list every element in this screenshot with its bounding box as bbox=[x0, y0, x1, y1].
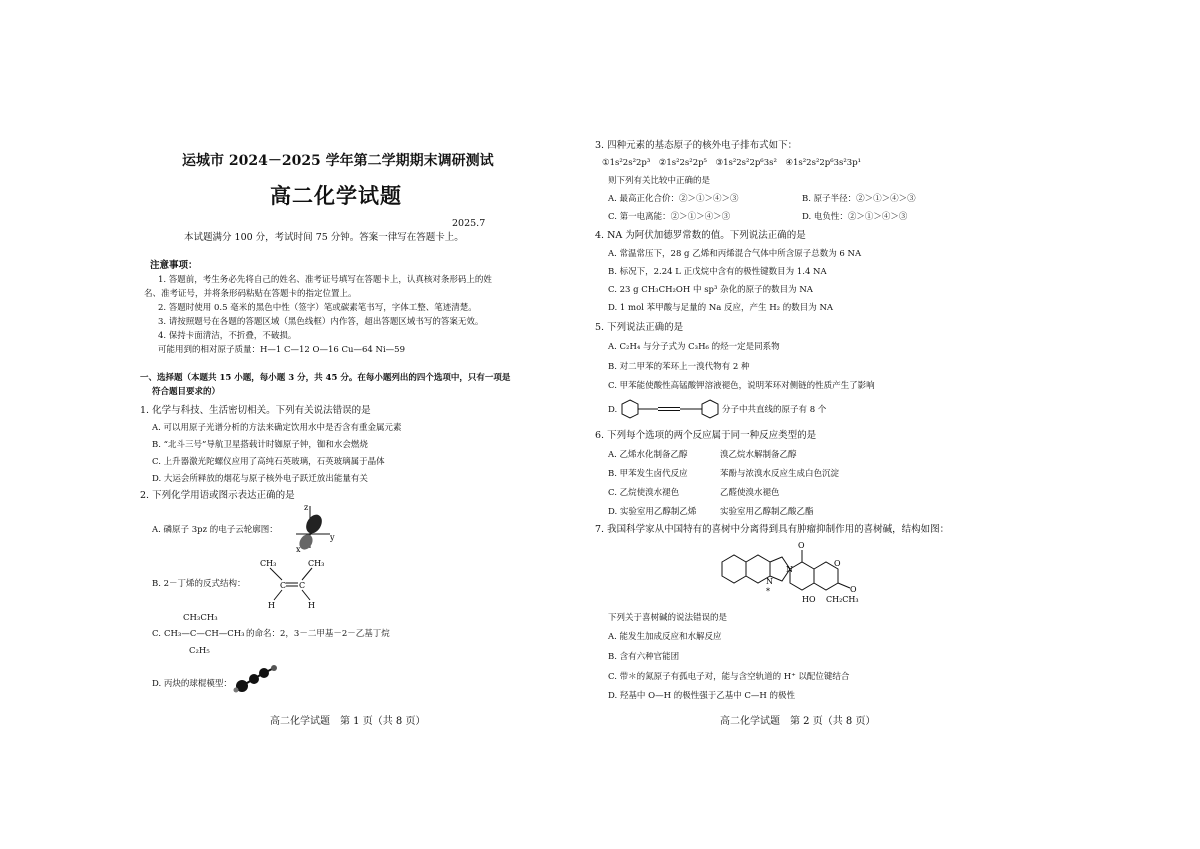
note-line: 1. 答题前，考生务必先将自己的姓名、准考证号填写在答题卡上，认真核对条形码上的姓 bbox=[158, 275, 492, 285]
question-4-stem: 4. NA 为阿伏加德罗常数的值。下列说法正确的是 bbox=[595, 230, 806, 241]
diphenylbutadiyne-structure bbox=[620, 398, 720, 420]
atom-label: O bbox=[798, 541, 805, 550]
option: 实验室用乙醇制乙酸乙酯 bbox=[720, 507, 814, 517]
structure-formula: CH₃—C—CH—CH₃ bbox=[164, 629, 245, 639]
section-heading: 一、选择题（本题共 15 小题，每小题 3 分，共 45 分。在每小题列出的四个选项中，只有一项是 bbox=[140, 373, 511, 383]
question-2-stem: 2. 下列化学用语或图示表达正确的是 bbox=[140, 490, 295, 501]
question-3-stem: 3. 四种元素的基态原子的核外电子排布式如下： bbox=[595, 140, 798, 151]
option: B. 含有六种官能团 bbox=[608, 652, 680, 662]
option: D. 实验室用乙醇制乙烯 bbox=[608, 507, 697, 517]
option: A. 最高正化合价：②＞①＞④＞③ bbox=[608, 194, 739, 204]
p-orbital-diagram bbox=[290, 504, 340, 554]
option: B. “北斗三号”导航卫星搭载计时铷原子钟，铷和水会燃烧 bbox=[152, 440, 368, 450]
subject-title: 高二化学试题 bbox=[270, 183, 402, 208]
option: A. 常温常压下，28 g 乙烯和丙烯混合气体中所含原子总数为 6 NA bbox=[608, 249, 862, 259]
atom-label: * bbox=[766, 587, 770, 596]
option: 苯酚与浓溴水反应生成白色沉淀 bbox=[720, 469, 840, 479]
structure-bottom-label: C₂H₅ bbox=[189, 646, 210, 656]
option: A. 磷原子 3pz 的电子云轮廓图： bbox=[152, 525, 278, 535]
note-line: 4. 保持卡面清洁，不折叠，不破损。 bbox=[158, 331, 297, 341]
option: C. 带＊的氮原子有孤电子对，能与含空轨道的 H⁺ 以配位键结合 bbox=[608, 672, 850, 682]
option: D. 丙炔的球棍模型： bbox=[152, 679, 232, 689]
option: B. 对二甲苯的苯环上一溴代物有 2 种 bbox=[608, 362, 750, 372]
option: A. C₂H₄ 与分子式为 C₃H₆ 的烃一定是同系物 bbox=[608, 342, 780, 352]
question-ask: 则下列有关比较中正确的是 bbox=[608, 176, 711, 186]
option: B. 原子半径：②＞①＞④＞③ bbox=[802, 194, 916, 204]
atom-label: N bbox=[766, 577, 773, 586]
question-1-stem: 1. 化学与科技、生活密切相关。下列有关说法错误的是 bbox=[140, 405, 371, 416]
exam-page-1 bbox=[0, 0, 580, 849]
exam-date: 2025.7 bbox=[452, 218, 486, 229]
option: C. 23 g CH₃CH₂OH 中 sp³ 杂化的原子的数目为 NA bbox=[608, 285, 813, 295]
exam-info: 本试题满分 100 分，考试时间 75 分钟。答案一律写在答题卡上。 bbox=[184, 232, 464, 243]
question-6-stem: 6. 下列每个选项的两个反应属于同一种反应类型的是 bbox=[595, 430, 817, 441]
atom-label: O bbox=[850, 585, 857, 594]
propyne-ball-stick-model bbox=[232, 662, 282, 694]
option: C. 乙烷使溴水褪色 bbox=[608, 488, 680, 498]
option: 的命名：2，3－二甲基－2－乙基丁烷 bbox=[246, 629, 390, 639]
option: D. 电负性：②＞①＞④＞③ bbox=[802, 212, 908, 222]
option: C. 第一电离能：②＞①＞④＞③ bbox=[608, 212, 731, 222]
exam-title: 运城市 2024－2025 学年第二学期期末调研测试 bbox=[182, 153, 494, 169]
exam-page-2 bbox=[580, 0, 1200, 849]
atom-label: CH₂CH₃ bbox=[826, 595, 859, 604]
option-d-prefix: D. bbox=[608, 405, 618, 415]
question-5-stem: 5. 下列说法正确的是 bbox=[595, 322, 684, 333]
option: A. 能发生加成反应和水解反应 bbox=[608, 632, 722, 642]
option: 溴乙烷水解制备乙醇 bbox=[720, 450, 797, 460]
trans-butene-structure bbox=[256, 558, 336, 610]
question-ask: 下列关于喜树碱的说法错误的是 bbox=[608, 613, 728, 623]
option: D. 羟基中 O—H 的极性强于乙基中 C—H 的极性 bbox=[608, 691, 796, 701]
note-line: 名、准考证号，并将条形码粘贴在答题卡的指定位置上。 bbox=[144, 289, 357, 299]
atom-label: O bbox=[834, 559, 841, 568]
atom-label: HO bbox=[802, 595, 816, 604]
atom-label: C bbox=[299, 581, 306, 590]
note-line: 2. 答题时使用 0.5 毫米的黑色中性（签字）笔或碳素笔书写，字体工整、笔迹清楚。 bbox=[158, 303, 477, 313]
group-label: CH₃ bbox=[260, 559, 277, 568]
option: 乙醛使溴水褪色 bbox=[720, 488, 780, 498]
option: B. 标况下，2.24 L 正戊烷中含有的极性键数目为 1.4 NA bbox=[608, 267, 827, 277]
option: A. 可以用原子光谱分析的方法来确定饮用水中是否含有重金属元素 bbox=[152, 423, 402, 433]
group-label: CH₃ bbox=[308, 559, 325, 568]
option: B. 甲苯发生卤代反应 bbox=[608, 469, 688, 479]
option: C. 甲苯能使酸性高锰酸钾溶液褪色，说明苯环对侧链的性质产生了影响 bbox=[608, 381, 875, 391]
electron-configs: ①1s²2s²2p³ ②1s²2s²2p⁵ ③1s²2s²2p⁶3s² ④1s²2s²2p⁶3s²3p¹ bbox=[602, 158, 862, 168]
option: D. 1 mol 苯甲酸与足量的 Na 反应，产生 H₂ 的数目为 NA bbox=[608, 303, 834, 313]
axis-label: x bbox=[296, 545, 301, 554]
question-7-stem: 7. 我国科学家从中国特有的喜树中分离得到具有肿瘤抑制作用的喜树碱，结构如图： bbox=[595, 524, 950, 535]
atom-label: H bbox=[268, 601, 275, 610]
axis-label: z bbox=[304, 503, 309, 512]
option: C. 上升器激光陀螺仪应用了高纯石英玻璃，石英玻璃属于晶体 bbox=[152, 457, 385, 467]
option: A. 乙烯水化制备乙醇 bbox=[608, 450, 688, 460]
section-heading-cont: 符合题目要求的） bbox=[152, 387, 221, 397]
page-footer: 高二化学试题 第 2 页（共 8 页） bbox=[720, 716, 876, 727]
page-footer: 高二化学试题 第 1 页（共 8 页） bbox=[270, 716, 426, 727]
option: 分子中共直线的原子有 8 个 bbox=[722, 405, 827, 415]
atom-label: N bbox=[786, 565, 793, 574]
option-c-prefix: C. bbox=[152, 629, 161, 639]
structure-top-label: CH₃CH₃ bbox=[183, 613, 218, 623]
option: B. 2－丁烯的反式结构： bbox=[152, 579, 246, 589]
option: D. 大运会所释放的烟花与原子核外电子跃迁放出能量有关 bbox=[152, 474, 368, 484]
atom-label: C bbox=[280, 581, 287, 590]
atomic-masses: 可能用到的相对原子质量：H—1 C—12 O—16 Cu—64 Ni—59 bbox=[158, 345, 405, 355]
atom-label: H bbox=[308, 601, 315, 610]
axis-label: y bbox=[330, 533, 335, 542]
camptothecin-structure bbox=[710, 540, 880, 610]
note-line: 3. 请按照题号在各题的答题区域（黑色线框）内作答，超出答题区域书写的答案无效。 bbox=[158, 317, 484, 327]
notes-heading: 注意事项： bbox=[150, 260, 198, 271]
